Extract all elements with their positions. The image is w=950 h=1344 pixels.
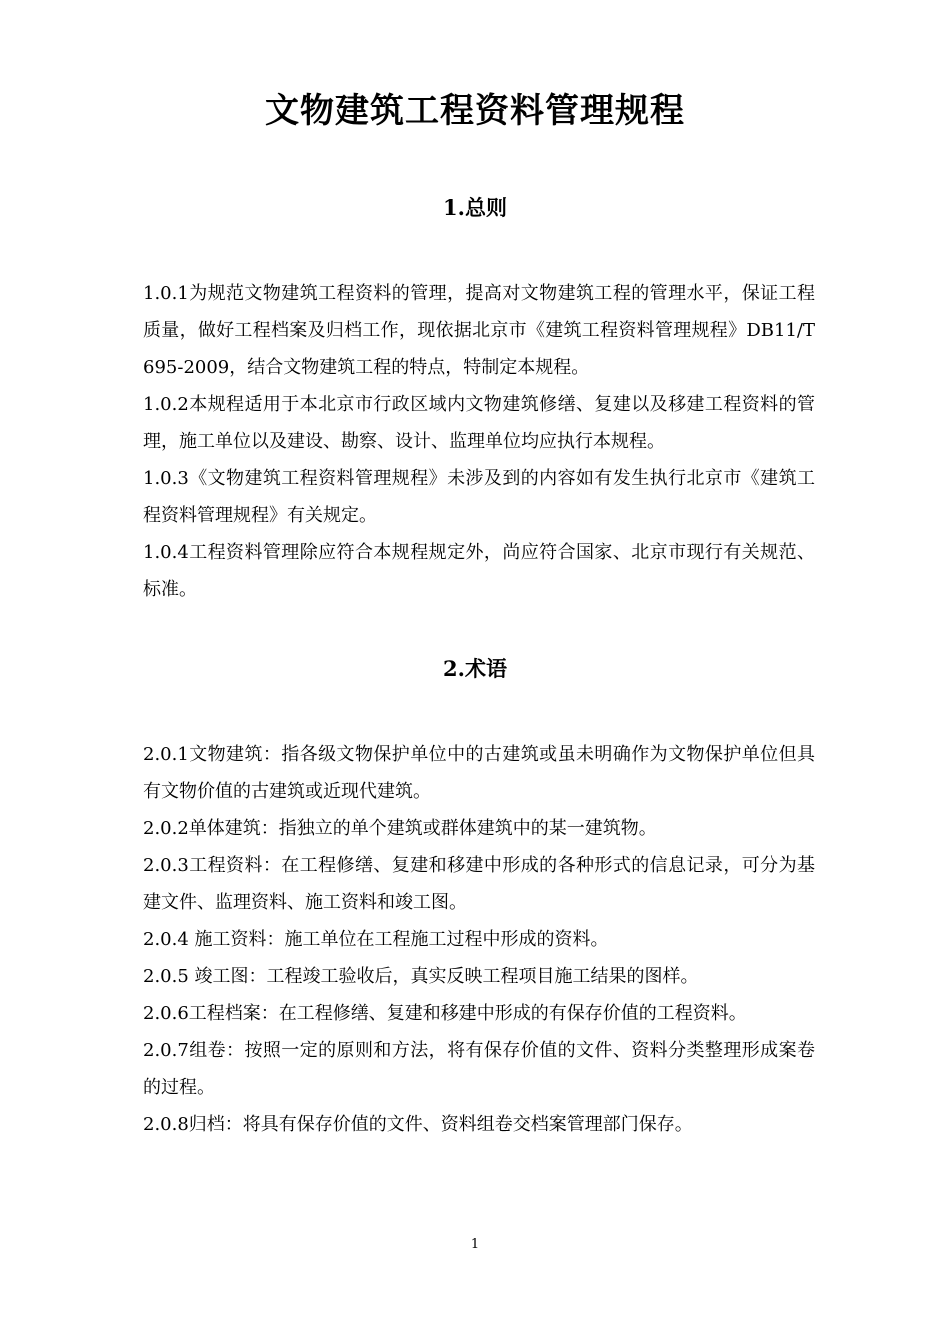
clause-2-0-1: 2.0.1文物建筑：指各级文物保护单位中的古建筑或虽未明确作为文物保护单位但具有文物价值的古建筑或近现代建筑。 [143,744,815,802]
clause-2-0-2: 2.0.2单体建筑：指独立的单个建筑或群体建筑中的某一建筑物。 [143,818,657,839]
section-body-terms [143,736,815,1143]
section-body-general [143,275,815,608]
clause-2-0-8: 2.0.8归档：将具有保存价值的文件、资料组卷交档案管理部门保存。 [143,1114,693,1135]
clause-2-0-4: 2.0.4 施工资料：施工单位在工程施工过程中形成的资料。 [143,929,609,950]
document-title: 文物建筑工程资料管理规程 [265,91,685,131]
clause-2-0-5: 2.0.5 竣工图：工程竣工验收后，真实反映工程项目施工结果的图样。 [143,966,699,987]
page-number: 1 [470,1237,480,1252]
clause-1-0-1: 1.0.1为规范文物建筑工程资料的管理，提高对文物建筑工程的管理水平，保证工程质量，做好工程档案及归档工作，现依据北京市《建筑工程资料管理规程》DB11/T695-2009，结合文物建筑工程的特点，特制定本规程。 [143,283,815,378]
section-heading-general: 1.总则 [443,195,507,220]
section-heading-terms: 2.术语 [443,656,507,681]
clause-1-0-4: 1.0.4工程资料管理除应符合本规程规定外，尚应符合国家、北京市现行有关规范、标准。 [143,542,815,600]
clause-2-0-3: 2.0.3工程资料：在工程修缮、复建和移建中形成的各种形式的信息记录，可分为基建文件、监理资料、施工资料和竣工图。 [143,855,815,913]
clause-1-0-3: 1.0.3《文物建筑工程资料管理规程》未涉及到的内容如有发生执行北京市《建筑工程资料管理规程》有关规定。 [143,468,815,526]
clause-2-0-7: 2.0.7组卷：按照一定的原则和方法，将有保存价值的文件、资料分类整理形成案卷的过程。 [143,1040,815,1098]
clause-1-0-2: 1.0.2本规程适用于本北京市行政区域内文物建筑修缮、复建以及移建工程资料的管理，施工单位以及建设、勘察、设计、监理单位均应执行本规程。 [143,394,815,452]
clause-2-0-6: 2.0.6工程档案：在工程修缮、复建和移建中形成的有保存价值的工程资料。 [143,1003,747,1024]
